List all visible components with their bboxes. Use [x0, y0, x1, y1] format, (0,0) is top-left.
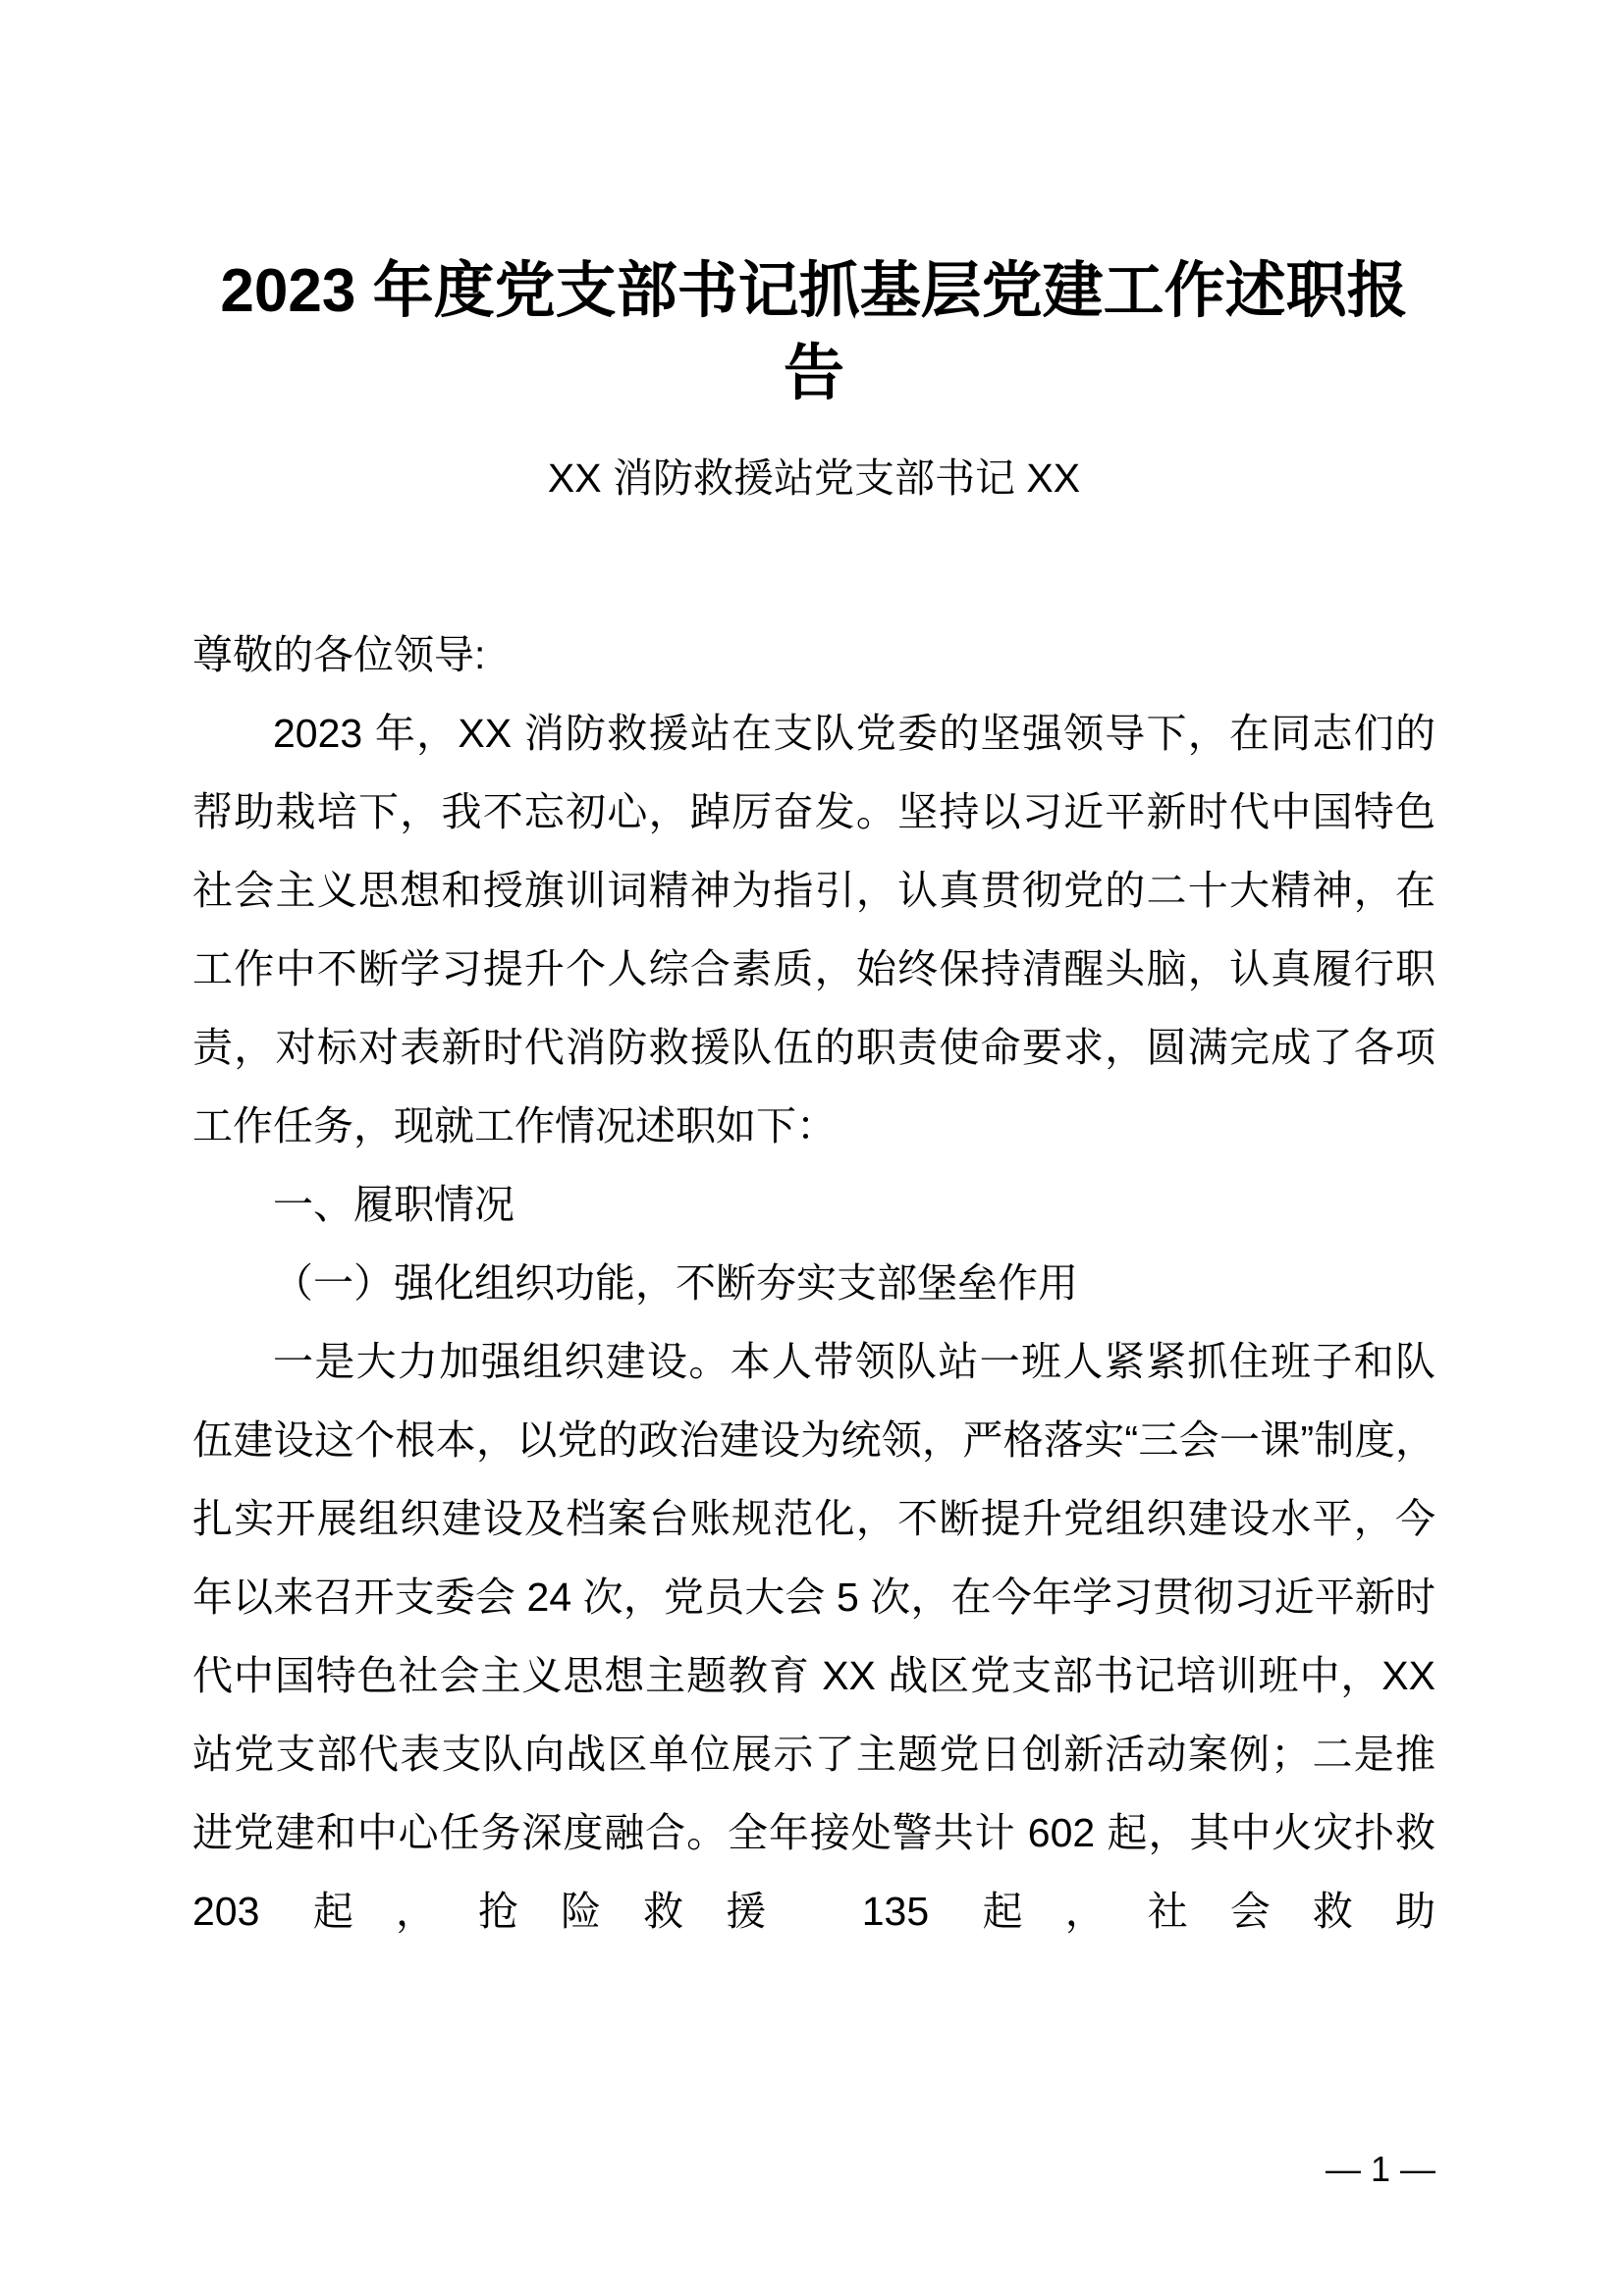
- paragraph-organization-building: 一是大力加强组织建设。本人带领队站一班人紧紧抓住班子和队伍建设这个根本，以党的政治建设为统领，严格落实“三会一课”制度，扎实开展组织建设及档案台账规范化，不断提升党组织建设水平，今年以来召开支委会 24 次，党员大会 5 次，在今年学习贯彻习近平新时代中国特色社会主义思想主题教育 XX 战区党支部书记培训班中，XX 站党支部代表支队向战区单位展示了主题党日创新活动案例；二是推进党建和中心任务深度融合。全年接处警共计 602 起，其中火灾扑救 203 起，抢险救援 135 起，社会救助: [192, 1339, 1435, 1934]
- page-title: 2023 年度党支部书记抓基层党建工作述职报告: [220, 257, 1408, 407]
- subsection-heading-one: （一）强化组织功能，不断夯实支部堡垒作用: [273, 1260, 1078, 1306]
- section-heading-one: 一、履职情况: [273, 1182, 514, 1227]
- page-content: [192, 0, 1435, 1950]
- document-subtitle: XX 消防救援站党支部书记 XX: [547, 455, 1081, 501]
- page-number-footer: — 1 —: [1325, 2149, 1435, 2189]
- salutation: 尊敬的各位领导:: [192, 632, 486, 677]
- paragraph-intro: 2023 年，XX 消防救援站在支队党委的坚强领导下，在同志们的帮助栽培下，我不忘初心，踔厉奋发。坚持以习近平新时代中国特色社会主义思想和授旗训词精神为指引，认真贯彻党的二十大精神，在工作中不断学习提升个人综合素质，始终保持清醒头脑，认真履行职责，对标对表新时代消防救援队伍的职责使命要求，圆满完成了各项工作任务，现就工作情况述职如下：: [192, 711, 1435, 1148]
